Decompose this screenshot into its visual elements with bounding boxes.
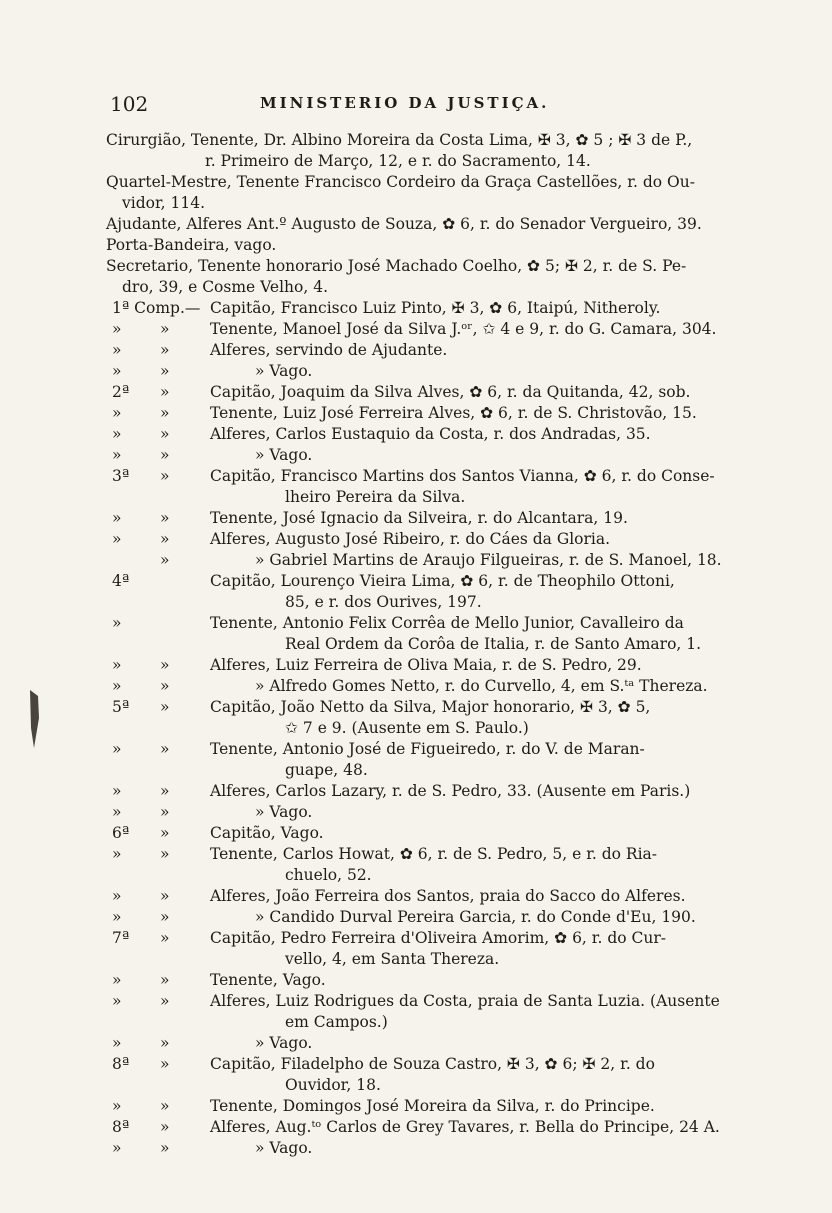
text-line: Ajudante, Alferes Ant.º Augusto de Souza, ✿ 6, r. do Senador Vergueiro, 39. — [106, 215, 702, 233]
roster-row: » » » Vago. — [112, 1139, 313, 1157]
text-line: em Campos.) — [285, 1013, 388, 1031]
roster-row: » » » Alfredo Gomes Netto, r. do Curvello, 4, em S.ᵗᵃ Thereza. — [112, 677, 708, 695]
roster-row: » » » Vago. — [112, 362, 313, 380]
roster-row: » » Alferes, servindo de Ajudante. — [112, 341, 448, 359]
text-line: Secretario, Tenente honorario José Machado Coelho, ✿ 5; ✠ 2, r. de S. Pe- — [106, 257, 687, 275]
text-line: guape, 48. — [285, 761, 368, 779]
roster-row: » Tenente, Antonio Felix Corrêa de Mello Junior, Cavalleiro da — [112, 614, 684, 632]
entry-text: Capitão, Francisco Luiz Pinto, ✠ 3, ✿ 6, Itaipú, Nitheroly. — [210, 299, 661, 317]
page-header — [110, 92, 760, 116]
roster-row: 6ª » Capitão, Vago. — [112, 824, 324, 842]
text-line: vello, 4, em Santa Thereza. — [285, 950, 500, 968]
binding-mark — [28, 688, 40, 752]
running-title: MINISTERIO DA JUSTIÇA. — [260, 94, 550, 112]
roster-row: » » Tenente, Antonio José de Figueiredo, r. do V. de Maran- — [112, 740, 645, 758]
roster-row: » » Alferes, Luiz Rodrigues da Costa, praia de Santa Luzia. (Ausente — [112, 992, 720, 1010]
text-line: lheiro Pereira da Silva. — [285, 488, 466, 506]
roster-row: » » » Candido Durval Pereira Garcia, r. do Conde d'Eu, 190. — [112, 908, 696, 926]
roster-row: 5ª » Capitão, João Netto da Silva, Major honorario, ✠ 3, ✿ 5, — [112, 698, 651, 716]
roster-row: » » Tenente, Carlos Howat, ✿ 6, r. de S. Pedro, 5, e r. do Ria- — [112, 845, 658, 863]
roster-row: » » » Vago. — [112, 1034, 313, 1052]
roster-row: 8ª » Capitão, Filadelpho de Souza Castro, ✠ 3, ✿ 6; ✠ 2, r. do — [112, 1055, 655, 1073]
roster-row: » » Tenente, Domingos José Moreira da Silva, r. do Principe. — [112, 1097, 655, 1115]
roster-row: » » Alferes, Carlos Lazary, r. de S. Pedro, 33. (Ausente em Paris.) — [112, 782, 691, 800]
roster-row: » » » Vago. — [112, 446, 313, 464]
roster-row: 3ª » Capitão, Francisco Martins dos Santos Vianna, ✿ 6, r. do Conse- — [112, 467, 715, 485]
text-line: r. Primeiro de Março, 12, e r. do Sacramento, 14. — [205, 152, 591, 170]
roster-row: » » Alferes, João Ferreira dos Santos, praia do Sacco do Alferes. — [112, 887, 686, 905]
roster-row: » » Alferes, Augusto José Ribeiro, r. do Cáes da Gloria. — [112, 530, 611, 548]
roster-row: 8ª » Alferes, Aug.ᵗᵒ Carlos de Grey Tavares, r. Bella do Principe, 24 A. — [112, 1118, 720, 1136]
roster-row — [0, 298, 832, 318]
company-label: 1ª Comp.— — [112, 299, 201, 317]
text-line: chuelo, 52. — [285, 866, 372, 884]
text-line: ✩ 7 e 9. (Ausente em S. Paulo.) — [285, 719, 529, 737]
roster-row: 7ª » Capitão, Pedro Ferreira d'Oliveira Amorim, ✿ 6, r. do Cur- — [112, 929, 667, 947]
roster-row: » » Tenente, José Ignacio da Silveira, r. do Alcantara, 19. — [112, 509, 628, 527]
roster-row: » » Tenente, Manoel José da Silva J.ᵒʳ, ✩ 4 e 9, r. do G. Camara, 304. — [112, 320, 717, 338]
roster-row: » » Alferes, Carlos Eustaquio da Costa, r. dos Andradas, 35. — [112, 425, 651, 443]
page-number: 102 — [110, 92, 149, 116]
roster-row: » » » Vago. — [112, 803, 313, 821]
text-line: 85, e r. dos Ourives, 197. — [285, 593, 482, 611]
roster-row: 4ª Capitão, Lourenço Vieira Lima, ✿ 6, r. de Theophilo Ottoni, — [112, 572, 675, 590]
text-line: Ouvidor, 18. — [285, 1076, 381, 1094]
roster-row: » » Tenente, Vago. — [112, 971, 326, 989]
text-line: Cirurgião, Tenente, Dr. Albino Moreira da Costa Lima, ✠ 3, ✿ 5 ; ✠ 3 de P., — [106, 131, 693, 149]
text-line: vidor, 114. — [122, 194, 206, 212]
text-line: dro, 39, e Cosme Velho, 4. — [122, 278, 328, 296]
text-line: Porta-Bandeira, vago. — [106, 236, 277, 254]
roster-row: » » Tenente, Luiz José Ferreira Alves, ✿ 6, r. de S. Christovão, 15. — [112, 404, 697, 422]
text-line: Quartel-Mestre, Tenente Francisco Cordeiro da Graça Castellões, r. do Ou- — [106, 173, 695, 191]
roster-row: » » Alferes, Luiz Ferreira de Oliva Maia, r. de S. Pedro, 29. — [112, 656, 642, 674]
roster-row: 2ª » Capitão, Joaquim da Silva Alves, ✿ 6, r. da Quitanda, 42, sob. — [112, 383, 691, 401]
roster-row: » » Gabriel Martins de Araujo Filgueiras, r. de S. Manoel, 18. — [160, 551, 722, 569]
text-line: Real Ordem da Corôa de Italia, r. de Santo Amaro, 1. — [285, 635, 702, 653]
